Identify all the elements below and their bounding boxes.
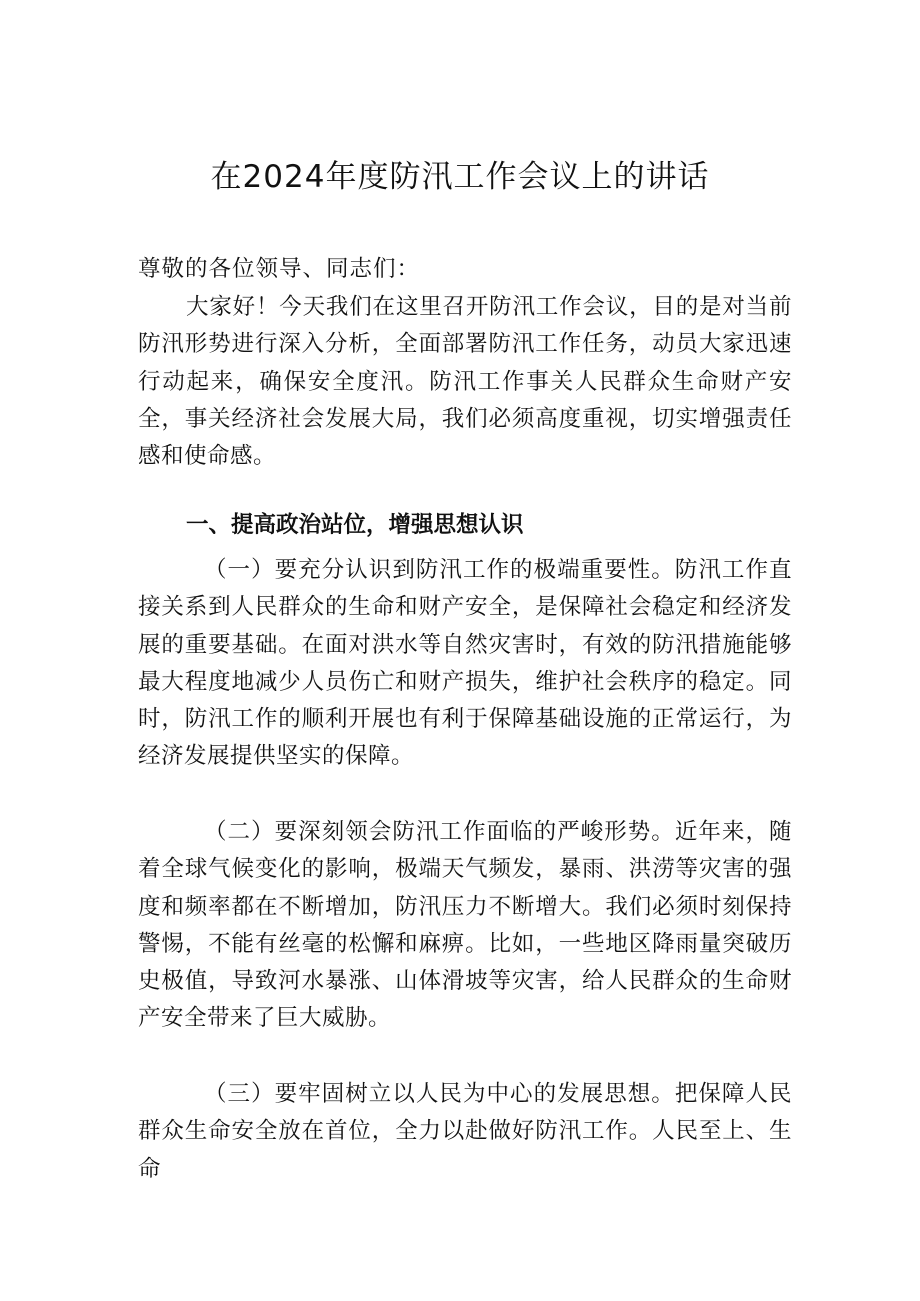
paragraph-point-3: （三）要牢固树立以人民为中心的发展思想。把保障人民群众生命安全放在首位，全力以赴做好防汛工作。人民至上、生命 [138, 1081, 792, 1182]
paragraph-point-2: （二）要深刻领会防汛工作面临的严峻形势。近年来，随着全球气候变化的影响，极端天气频发，暴雨、洪涝等灾害的强度和频率都在不断增加，防汛压力不断增大。我们必须时刻保持警惕，不能有丝毫的松懈和麻痹。比如，一些地区降雨量突破历史极值，导致河水暴涨、山体滑坡等灾害，给人民群众的生命财产安全带来了巨大威胁。 [138, 819, 792, 1032]
document-title: 在2024年度防汛工作会议上的讲话 [210, 159, 710, 195]
section-heading-1: 一、提高政治站位，增强思想认识 [186, 512, 524, 538]
paragraph-point-1: （一）要充分认识到防汛工作的极端重要性。防汛工作直接关系到人民群众的生命和财产安全，是保障社会稳定和经济发展的重要基础。在面对洪水等自然灾害时，有效的防汛措施能够最大程度地减少人员伤亡和财产损失，维护社会秩序的稳定。同时，防汛工作的顺利开展也有利于保障基础设施的正常运行，为经济发展提供坚实的保障。 [138, 557, 792, 770]
salutation: 尊敬的各位领导、同志们： [138, 256, 421, 282]
paragraph-opening: 大家好！今天我们在这里召开防汛工作会议，目的是对当前防汛形势进行深入分析，全面部署防汛工作任务，动员大家迅速行动起来，确保安全度汛。防汛工作事关人民群众生命财产安全，事关经济社会发展大局，我们必须高度重视，切实增强责任感和使命感。 [138, 294, 792, 470]
